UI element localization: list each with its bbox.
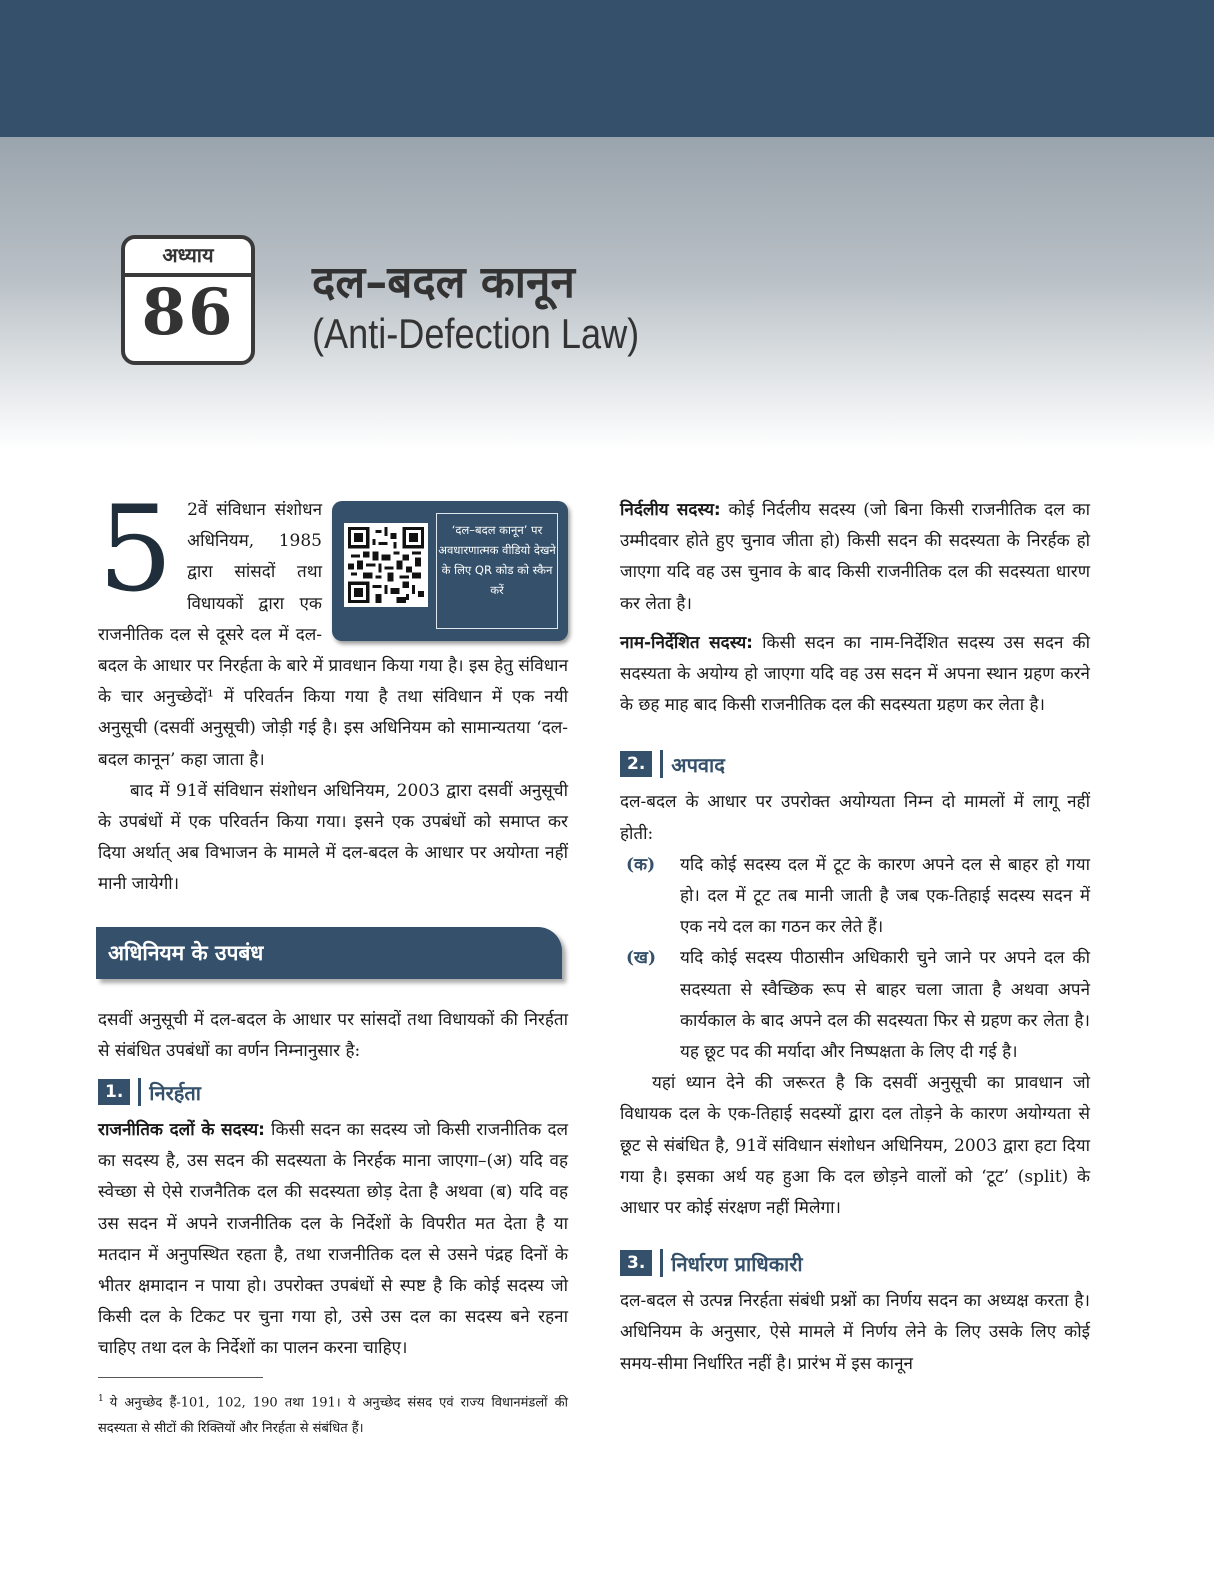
- intro-paragraph-2: बाद में 91वें संविधान संशोधन अधिनियम, 2003 द्वारा दसवीं अनुसूची के उपबंधों में एक परिवर्तन किया गया। इसने एक उपबंधों को समाप्त कर दिया अर्थात् अब विभाजन के मामले में दल-बदल के आधार पर अयोग्ता नहीं मानी जायेगी।: [98, 780, 568, 895]
- section-intro: दसवीं अनुसूची में दल-बदल के आधार पर सांसदों तथा विधायकों की निरर्हता से संबंधित उपबंधों का वर्णन निम्नानुसार है:: [98, 1009, 568, 1061]
- qr-callout-text: ‘दल–बदल कानून’ पर अवधारणात्मक वीडियो देखने के लिए QR कोड को स्कैन करें: [436, 513, 558, 629]
- party-members-text: किसी सदन का सदस्य जो किसी राजनीतिक दल का सदस्य है, उस सदन की सदस्यता के निरर्हक माना जाएगा–(अ) यदि वह स्वेच्छा से ऐसे राजनैतिक दल की सदस्यता छोड़ देता है अथवा (ब) यदि वह उस सदन में अपने राजनीतिक दल के निर्देशों के विपरीत मत देता है या मतदान में अनुपस्थित रहता है, तथा राजनीतिक दल से उसने पंद्रह दिनों के भीतर क्षमादान न पाया हो। उपरोक्त उपबंधों से स्पष्ट है कि कोई सदस्य जो किसी दल के टिकट पर चुना गया हो, उसे उस दल का सदस्य बने रहना चाहिए तथा दल के निर्देशों का पालन करना चाहिए।: [98, 1120, 569, 1359]
- subheading-divider: [660, 1249, 663, 1277]
- party-members-paragraph: [98, 1115, 568, 1365]
- subheading-label: निर्धारण प्राधिकारी: [671, 1251, 803, 1276]
- chapter-label: अध्याय: [162, 243, 214, 267]
- nominated-members-paragraph: [620, 628, 1090, 722]
- footnote-mark: 1: [98, 1393, 104, 1404]
- chapter-title-english: (Anti-Defection Law): [312, 310, 640, 357]
- list-item: [620, 850, 1090, 944]
- independent-members-paragraph: [620, 495, 1090, 620]
- subheading-number: 2.: [620, 751, 652, 777]
- subheading-number: 3.: [620, 1250, 652, 1276]
- section-title: अधिनियम के उपबंध: [108, 940, 264, 965]
- intro-block: [98, 480, 569, 776]
- list-item-text: यदि कोई सदस्य पीठासीन अधिकारी चुने जाने पर अपने दल की सदस्यता से स्वैच्छिक रूप से बाहर चला जाता है अथवा अपने कार्यकाल के बाद अपने दल की सदस्यता फिर से ग्रहण कर लेता है। यह छूट पद की मर्यादा और निष्पक्षता के लिए दी गई है।: [680, 948, 1090, 1063]
- section-header: [96, 927, 566, 983]
- nominated-members-text: किसी सदन का नाम-निर्देशित सदस्य उस सदन की सदस्यता के अयोग्य हो जाएगा यदि वह उस सदन में अपना स्थान ग्रहण करने के छह माह बाद किसी राजनीतिक दल की सदस्यता ग्रहण कर लेता है।: [620, 632, 1090, 716]
- chapter-title-hindi: दल–बदल कानून: [312, 257, 575, 308]
- deciding-authority-paragraph: दल-बदल से उत्पन्न निरर्हता संबंधी प्रश्नों का निर्णय सदन का अध्यक्ष करता है। अधिनियम के अनुसार, ऐसे मामले में निर्णय लेने के लिए उसके लिए कोई समय-सीमा निर्धारित नहीं है। प्रारंभ में इस कानून: [620, 1291, 1090, 1374]
- list-item-marker: (क): [626, 854, 656, 875]
- left-column: [98, 480, 569, 1442]
- footnote-text: ये अनुच्छेद हैं-101, 102, 190 तथा 191। ये अनुच्छेद संसद एवं राज्य विधानमंडलों की सदस्यता से सीटों की रिक्तियों और निरर्हता से संबंधित हैं।: [98, 1395, 568, 1436]
- subheading-divider: [660, 750, 663, 778]
- list-item-marker: (ख): [626, 948, 656, 969]
- list-item: [620, 943, 1090, 1068]
- subheading-divider: [138, 1078, 141, 1106]
- subheading-label: अपवाद: [671, 752, 725, 777]
- subheading-3: [620, 1246, 1090, 1280]
- qr-code-icon[interactable]: [344, 523, 428, 607]
- subheading-2: [620, 747, 1090, 781]
- subheading-number: 1.: [98, 1079, 130, 1105]
- qr-callout[interactable]: [332, 501, 568, 641]
- exceptions-intro: दल-बदल के आधार पर उपरोक्त अयोग्यता निम्न दो मामलों में लागू नहीं होती:: [620, 792, 1090, 844]
- intro-paragraph-1: 2वें संविधान संशोधन अधिनियम, 1985 द्वारा सांसदों तथा विधायकों द्वारा एक राजनीतिक दल से दूसरे दल में दल-बदल के आधार पर निरर्हता के बारे में प्रावधान किया गया है। इस हेतु संविधान के चार अनुच्छेदों¹ में परिवर्तन किया गया है तथा संविधान में एक नयी अनुसूची (दसवीं अनुसूची) जोड़ी गई है। इस अधिनियम को सामान्यतया ‘दल-बदल कानून’ कहा जाता है।: [98, 500, 569, 770]
- footnote-divider: [98, 1377, 263, 1378]
- independent-members-lead: निर्दलीय सदस्य:: [620, 500, 721, 520]
- chapter-number: 86: [141, 275, 235, 350]
- independent-members-text: कोई निर्दलीय सदस्य (जो बिना किसी राजनीतिक दल का उम्मीदवार होते हुए चुनाव जीता हो) किसी सदन की सदस्यता के निरर्हक हो जाएगा यदि वह उस चुनाव के बाद किसी राजनीतिक दल की सदस्यता धारण कर लेता है।: [620, 500, 1090, 614]
- right-column: [620, 495, 1090, 1380]
- footnote: [98, 1386, 568, 1442]
- chapter-number-box: [121, 235, 255, 365]
- party-members-lead: राजनीतिक दलों के सदस्य:: [98, 1120, 265, 1141]
- header-top-band: [0, 0, 1214, 137]
- drop-cap: 5: [98, 480, 174, 618]
- list-item-text: यदि कोई सदस्य दल में टूट के कारण अपने दल से बाहर हो गया हो। दल में टूट तब मानी जाती है जब एक-तिहाई सदस्य सदन में एक नये दल का गठन कर लेते हैं।: [680, 854, 1090, 938]
- exceptions-note: यहां ध्यान देने की जरूरत है कि दसवीं अनुसूची का प्रावधान जो विधायक दल के एक-तिहाई सदस्यों द्वारा दल तोड़ने के कारण अयोग्यता से छूट से संबंधित है, 91वें संविधान संशोधन अधिनियम, 2003 द्वारा हटा दिया गया है। इसका अर्थ यह हुआ कि दल छोड़ने वालों को ‘टूट’ (split) के आधार पर कोई संरक्षण नहीं मिलेगा।: [620, 1073, 1090, 1219]
- subheading-label: निरर्हता: [149, 1080, 201, 1105]
- subheading-1: [98, 1075, 568, 1109]
- nominated-members-lead: नाम-निर्देशित सदस्य:: [620, 632, 753, 653]
